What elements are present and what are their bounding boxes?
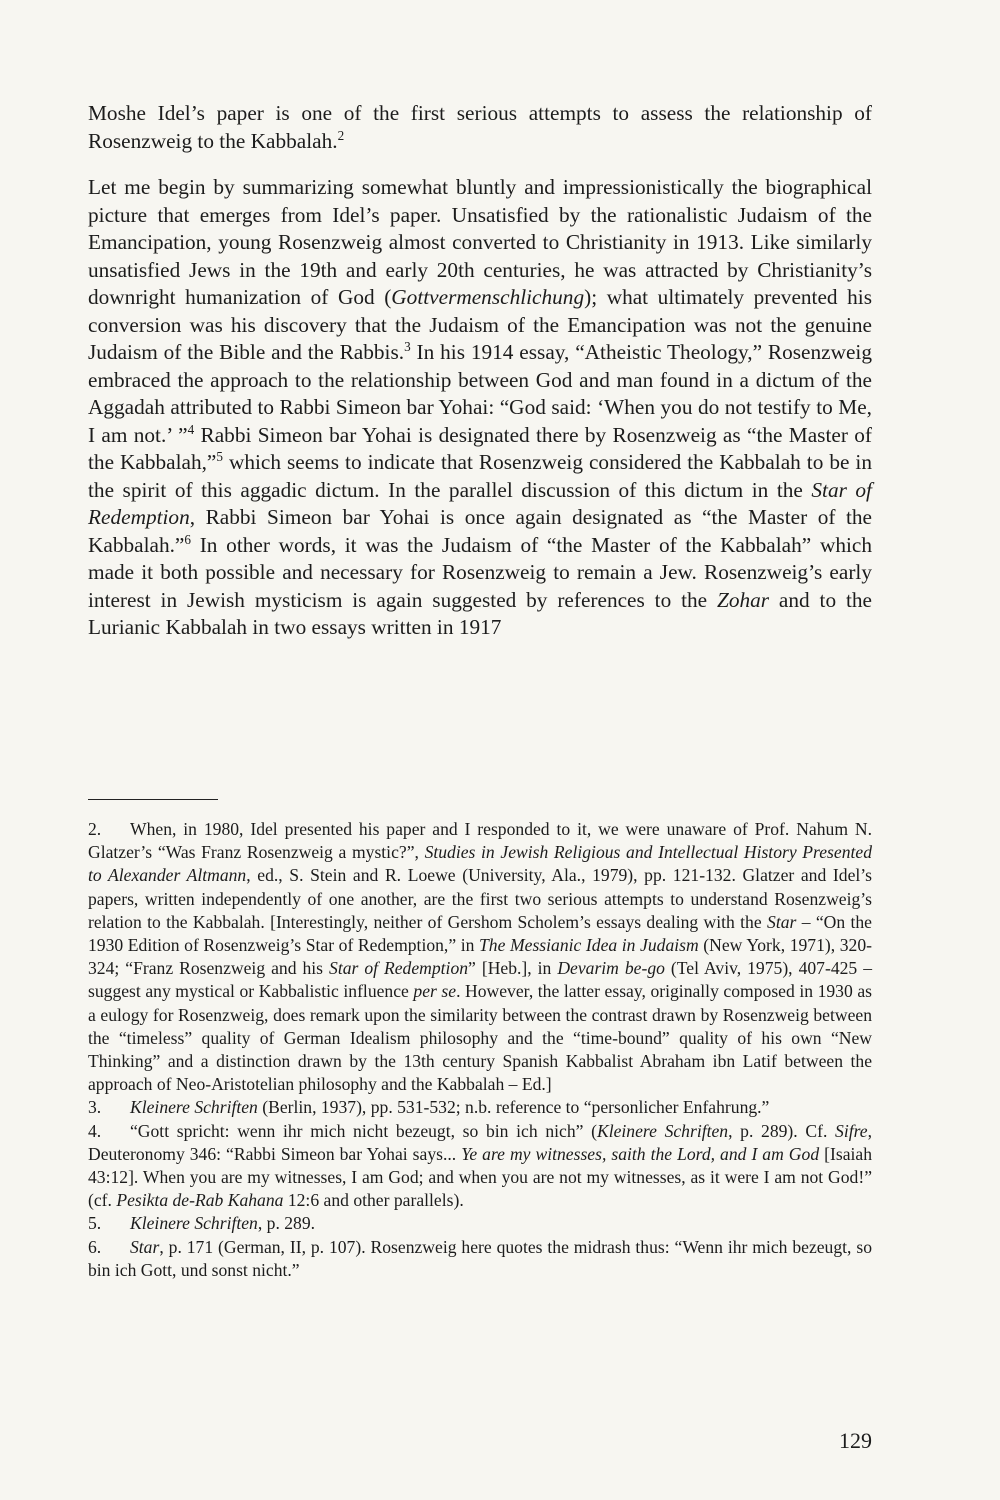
italic-text: Kleinere Schriften [130, 1213, 258, 1234]
text-run: , p. 289). Cf. [728, 1120, 836, 1141]
text-run: . However, the latter essay, originally composed in 1930 as a eulogy for Rosenzweig, does remark upon the similarity between the contrast drawn by Rosenzweig between the “timeless” quality of German Idealism philosophy and the “time-bound” quality of his own “New Thinking” and a distinction drawn by the 13th century Spanish Kabbalist Abraham ibn Latif between the approach of Neo-Aristotelian philosophy and the Kabbalah – Ed.] [88, 981, 872, 1095]
text-run: Moshe Idel’s paper is one of the first serious attempts to assess the relationship of Rosenzweig to the Kabbalah. [88, 101, 872, 153]
footnote-marker: 4 [187, 421, 195, 437]
main-text [88, 100, 872, 642]
footnote [88, 1120, 872, 1213]
text-run: , p. 171 (German, II, p. 107). Rosenzweig here quotes the midrash thus: “Wenn ihr mich bezeugt, so bin ich Gott, und sonst nicht.” [88, 1236, 872, 1280]
footnote [88, 1212, 872, 1235]
text-run: 12:6 and other parallels). [283, 1190, 464, 1211]
text-run: Rabbi Simeon bar Yohai is designated there by Rosenzweig as “the Master of the Kabbalah,” [88, 422, 872, 474]
italic-text: Star [767, 911, 797, 932]
body-paragraph [88, 100, 872, 155]
text-run: , Deuteronomy 346: “Rabbi Simeon bar Yohai says... [88, 1120, 873, 1164]
footnote-marker: 3 [404, 338, 411, 354]
text-run: (Berlin, 1937), pp. 531-532; n.b. reference to “personlicher Enfahrung.” [257, 1097, 770, 1118]
footnote-number: 3. [88, 1097, 102, 1118]
text-run: [Isaiah 43:12]. When you are my witnesses, I am God; and when you are not my witnesses, as it were I am not God!” (cf. [88, 1143, 872, 1211]
italic-text: Studies in Jewish Religious and Intellectual History Presented to Alexander Altmann [88, 842, 873, 886]
footnote-marker: 5 [216, 448, 223, 464]
italic-text: Pesikta de-Rab Kahana [116, 1190, 284, 1211]
text-run: , ed., S. Stein and R. Loewe (University, Ala., 1979), pp. 121-132. Glatzer and Idel’s papers, written independently of one another, are the first two serious attempts to understand Rosenzweig’s relation to the Kabbalah. [Interestingly, neither of Gershom Scholem’s essays dealing with the [88, 865, 872, 932]
text-run: When, in 1980, Idel presented his paper and I responded to it, we were unaware of Prof. Nahum N. Glatzer’s “Was Franz Rosenzweig a mystic?”, [88, 819, 872, 863]
italic-text: Kleinere Schriften [596, 1120, 729, 1141]
footnote-separator [88, 799, 218, 800]
text-run: ” [Heb.], in [468, 958, 558, 979]
italic-text: Star of Redemption [329, 958, 469, 979]
italic-text: per se [413, 981, 457, 1002]
italic-text: Gottvermenschlichung [391, 285, 585, 309]
footnote [88, 1236, 872, 1282]
text-run: which seems to indicate that Rosenzweig considered the Kabbalah to be in the spirit of this aggadic dictum. In the parallel discussion of this dictum in the [88, 450, 872, 502]
footnote-marker: 2 [337, 127, 345, 143]
footnote-number: 6. [88, 1236, 102, 1257]
italic-text: Kleinere Schriften [130, 1097, 258, 1118]
footnote-marker: 6 [184, 531, 191, 547]
text-run: ); what ultimately prevented his conversion was his discovery that the Judaism of the Emancipation was not the genuine Judaism of the Bible and the Rabbis. [88, 285, 872, 364]
footnote [88, 1096, 872, 1119]
text-run: , p. 289. [257, 1213, 316, 1234]
text-run: and to the Lurianic Kabbalah in two essays written in 1917 [88, 587, 872, 639]
italic-text: The Messianic Idea in Judaism [479, 935, 699, 956]
text-run: In his 1914 essay, “Atheistic Theology,” Rosenzweig embraced the approach to the relationship between God and man found in a dictum of the Aggadah attributed to Rabbi Simeon bar Yohai: “God said: ‘When you do not testify to Me, I am not.’ ” [88, 340, 872, 447]
footnote-number: 4. [88, 1120, 102, 1141]
text-run: In other words, it was the Judaism of “the Master of the Kabbalah” which made it both possible and necessary for Rosenzweig to remain a Jew. Rosenzweig’s early interest in Jewish mysticism is again suggested by references to the [88, 532, 872, 612]
italic-text: Ye are my witnesses, saith the Lord, and I am God [461, 1143, 820, 1164]
italic-text: Devarim be-go [557, 958, 665, 979]
italic-text: Star [130, 1236, 160, 1257]
text-run: (Tel Aviv, 1975), 407-425 – suggest any mystical or Kabbalistic influence [88, 958, 872, 1002]
text-run: “Gott spricht: wenn ihr mich nicht bezeugt, so bin ich nich” ( [130, 1120, 597, 1141]
italic-text: Zohar [716, 587, 770, 612]
footnote [88, 818, 872, 1096]
footnote-number: 2. [88, 819, 102, 839]
footnote-number: 5. [88, 1213, 102, 1234]
text-run: (New York, 1971), 320-324; “Franz Rosenzweig and his [88, 935, 872, 979]
body-paragraph [88, 174, 872, 642]
footnotes [88, 818, 872, 1282]
italic-text: Star of Redemption [88, 477, 872, 529]
text-run: Let me begin by summarizing somewhat bluntly and impressionistically the biographical picture that emerges from Idel’s paper. Unsatisfied by the rationalistic Judaism of the Emancipation, young Rosenzweig almost converted to Christianity in 1913. Like similarly unsatisfied Jews in the 19th and early 20th centuries, he was attracted by Christianity’s downright humanization of God ( [88, 175, 872, 309]
text-run: , Rabbi Simeon bar Yohai is once again designated as “the Master of the Kabbalah.” [88, 505, 872, 557]
text-run: – “On the 1930 Edition of Rosenzweig’s Star of Redemption,” in [88, 911, 872, 956]
italic-text: Sifre [835, 1120, 868, 1141]
page-number: 129 [839, 1428, 872, 1453]
